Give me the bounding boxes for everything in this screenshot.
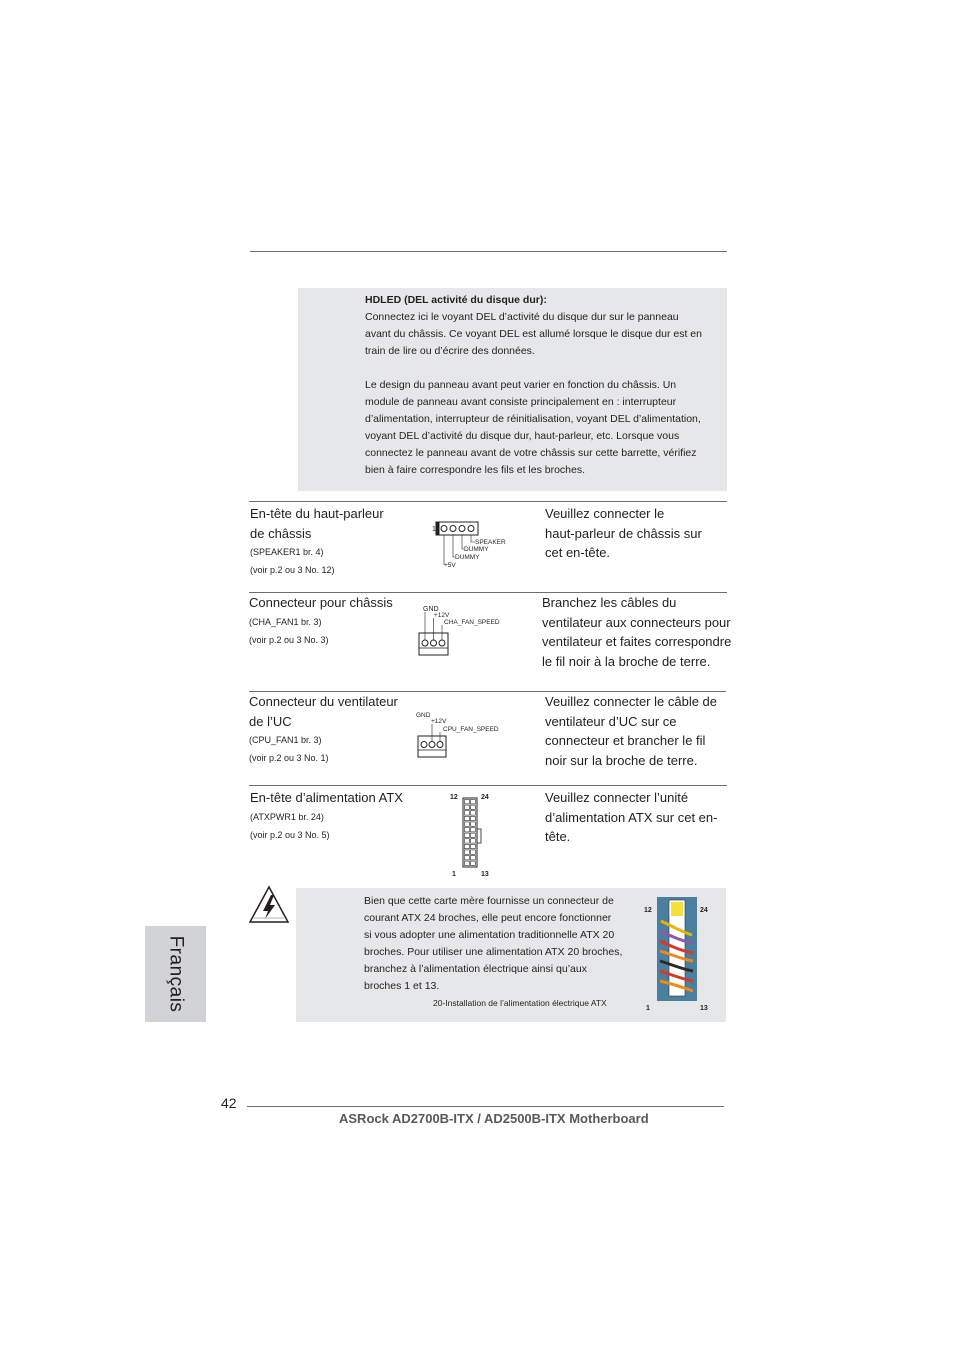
cpu-fan-desc-line: connecteur et brancher le fil: [545, 733, 706, 748]
atx-rule: [249, 785, 727, 786]
cpu-fan-desc-line: noir sur la broche de terre.: [545, 752, 698, 768]
speaker-pin: [459, 526, 465, 532]
hdled-note-line: d’alimentation, interrupteur de réinitialisation, voyant DEL d’alimentation,: [365, 413, 701, 425]
footer-rule: [247, 1106, 724, 1107]
speaker-see: (voir p.2 ou 3 No. 12): [250, 565, 335, 575]
side-tab-label: Français: [165, 935, 187, 1013]
cha-fan-desc-line: Branchez les câbles du: [542, 595, 677, 610]
hdled-line: train de lire ou d’écrire des données.: [365, 345, 535, 357]
warning-text: [364, 893, 649, 995]
atx-description: [545, 788, 730, 847]
speaker-header-outline: [436, 522, 478, 535]
atx-desc-line: tête.: [545, 829, 571, 844]
cha-fan-desc-line: le fil noir à la broche de terre.: [542, 653, 711, 669]
atx-ref: (ATXPWR1 br. 24): [250, 811, 324, 822]
cha-fan-pin: [431, 640, 437, 646]
cpu-fan-desc-line: ventilateur d’UC sur ce: [545, 713, 677, 729]
warning-line: si vous adopter une alimentation traditionnelle ATX 20: [364, 929, 615, 941]
atx-header-outline: [463, 798, 477, 867]
speaker-pin: [441, 526, 447, 532]
speaker-header: [250, 504, 420, 579]
atx-pin: [471, 828, 476, 832]
top-rule: [250, 251, 727, 252]
photo-label: 12: [644, 907, 652, 914]
speaker-ref: (SPEAKER1 br. 4): [250, 547, 324, 557]
atx-pin: [465, 828, 470, 832]
hdled-line: Connectez ici le voyant DEL d’activité du disque dur sur le panneau: [365, 311, 679, 323]
warning-line: Bien que cette carte mère fournisse un connecteur de: [364, 895, 614, 907]
atx-pin: [471, 844, 476, 848]
atx-pin: [465, 844, 470, 848]
atx-pin: [471, 805, 476, 809]
hdled-note-line: voyant DEL d’activité du disque dur, haut-parleur, etc. Lorsque vous: [365, 430, 680, 442]
atx-pin: [465, 856, 470, 860]
hdled-note-line: connectez le panneau avant de votre châssis sur cette barrette, vérifiez: [365, 447, 697, 459]
page-number: 42: [221, 1095, 237, 1111]
atx-pin: [465, 805, 470, 809]
atx-see: (voir p.2 ou 3 No. 5): [250, 829, 330, 840]
hdled-note-line: bien à faire correspondre les fils et les broches.: [365, 464, 586, 476]
speaker-title: En-tête du haut-parleur: [250, 506, 384, 521]
hdled-note-line: module de panneau avant consiste principalement en : interrupteur: [365, 396, 677, 408]
cpu-fan-pin-label: CPU_FAN_SPEED: [443, 726, 499, 733]
speaker-title: de châssis: [250, 525, 312, 541]
warning-icon: [248, 885, 290, 925]
cpu-fan-pin: [429, 742, 435, 748]
speaker-pin-label: DUMMY: [464, 546, 489, 553]
atx-install-photo: [640, 897, 715, 1017]
cpu-fan-header: [249, 692, 419, 767]
warning-line: broches 1 et 13.: [364, 980, 440, 992]
cpu-fan-desc-line: Veuillez connecter le câble de: [545, 694, 718, 709]
atx-pin: [465, 811, 470, 815]
cha-fan-pin: [422, 640, 428, 646]
cha-fan-pin: [439, 640, 445, 646]
cha-fan-desc-line: ventilateur et faites correspondre: [542, 634, 732, 649]
atx-pin-grid: [465, 800, 476, 866]
cha-fan-pin-label: CHA_FAN_SPEED: [444, 619, 500, 626]
cpu-fan-connector-diagram: [414, 708, 506, 760]
atx-pin: [465, 800, 470, 804]
cpu-fan-pin: [421, 742, 427, 748]
cpu-fan-pin: [437, 742, 443, 748]
cha-fan-desc-line: ventilateur aux connecteurs pour: [542, 614, 731, 630]
atx-pin: [465, 839, 470, 843]
warning-line: courant ATX 24 broches, elle peut encore fonctionner: [364, 912, 612, 924]
cha-fan-connector-diagram: [416, 602, 508, 658]
warning-caption: 20-Installation de l’alimentation électrique ATX: [433, 998, 607, 1008]
atx-title: En-tête d’alimentation ATX: [250, 790, 403, 805]
speaker-connector-diagram: [430, 519, 510, 571]
speaker-desc-line: cet en-tête.: [545, 545, 611, 560]
photo-connector-cap: [671, 902, 683, 916]
atx-pin: [465, 850, 470, 854]
atx-pin: [471, 850, 476, 854]
atx-pin: [465, 822, 470, 826]
speaker-desc-line: haut-parleur de châssis sur: [545, 525, 702, 541]
cpu-fan-ref: (CPU_FAN1 br. 3): [249, 735, 322, 745]
warning-line: broches. Pour utiliser une alimentation ATX 20 broches,: [364, 946, 623, 958]
hdled-title: HDLED (DEL activité du disque dur):: [365, 294, 547, 306]
atx-desc-line: d’alimentation ATX sur cet en-: [545, 809, 718, 825]
speaker-pin-label: SPEAKER: [475, 539, 506, 546]
cha-fan-header: [249, 593, 419, 649]
speaker-pin: [450, 526, 456, 532]
atx-pin: [471, 839, 476, 843]
atx-pin: [471, 816, 476, 820]
footer-title: ASRock AD2700B-ITX / AD2500B-ITX Motherboard: [339, 1111, 649, 1126]
speaker-rule: [249, 501, 727, 502]
speaker-pin: [468, 526, 474, 532]
speaker-pin1-label: 1: [432, 526, 436, 533]
atx-desc-line: Veuillez connecter l’unité: [545, 790, 689, 805]
atx-pin: [465, 816, 470, 820]
speaker-description: [545, 504, 730, 563]
cha-fan-see: (voir p.2 ou 3 No. 3): [249, 634, 329, 645]
atx-connector-diagram: [446, 790, 496, 880]
photo-label: 24: [700, 907, 708, 914]
cha-fan-ref: (CHA_FAN1 br. 3): [249, 616, 322, 627]
hdled-line: avant du châssis. Ce voyant DEL est allumé lorsque le disque dur est en: [365, 328, 702, 340]
cpu-fan-see: (voir p.2 ou 3 No. 1): [249, 753, 329, 763]
atx-pin: [471, 833, 476, 837]
atx-latch: [477, 829, 481, 843]
atx-label: 13: [481, 871, 489, 878]
atx-pin: [465, 861, 470, 865]
cha-fan-pin-label: GND: [423, 606, 439, 613]
cha-fan-pin-label: +12V: [434, 612, 450, 619]
photo-label: 13: [700, 1005, 708, 1012]
language-side-tab: [145, 926, 206, 1022]
atx-label: 24: [481, 794, 489, 801]
cpu-fan-description: [545, 692, 735, 770]
speaker-pin-label: DUMMY: [455, 554, 480, 561]
cpu-fan-pin-label: +12V: [431, 718, 447, 725]
cha-fan-description: [542, 593, 737, 671]
atx-label: 1: [452, 871, 456, 878]
speaker-pin-label: +5V: [444, 562, 456, 569]
cpu-fan-pin-label: GND: [416, 712, 431, 719]
cpu-fan-title: Connecteur du ventilateur: [249, 694, 398, 709]
speaker-desc-line: Veuillez connecter le: [545, 506, 665, 521]
atx-pin: [471, 856, 476, 860]
atx-header: [250, 788, 425, 844]
hdled-section: [365, 292, 730, 479]
atx-pin: [471, 861, 476, 865]
atx-pin: [471, 822, 476, 826]
atx-pin: [465, 833, 470, 837]
atx-label: 12: [450, 794, 458, 801]
atx-pin: [471, 800, 476, 804]
atx-pin: [471, 811, 476, 815]
warning-line: branchez à l’alimentation électrique ainsi qu’aux: [364, 963, 587, 975]
cha-fan-title: Connecteur pour châssis: [249, 595, 393, 610]
cpu-fan-title: de l’UC: [249, 713, 292, 729]
photo-label: 1: [646, 1005, 650, 1012]
hdled-note-line: Le design du panneau avant peut varier en fonction du châssis. Un: [365, 379, 677, 391]
